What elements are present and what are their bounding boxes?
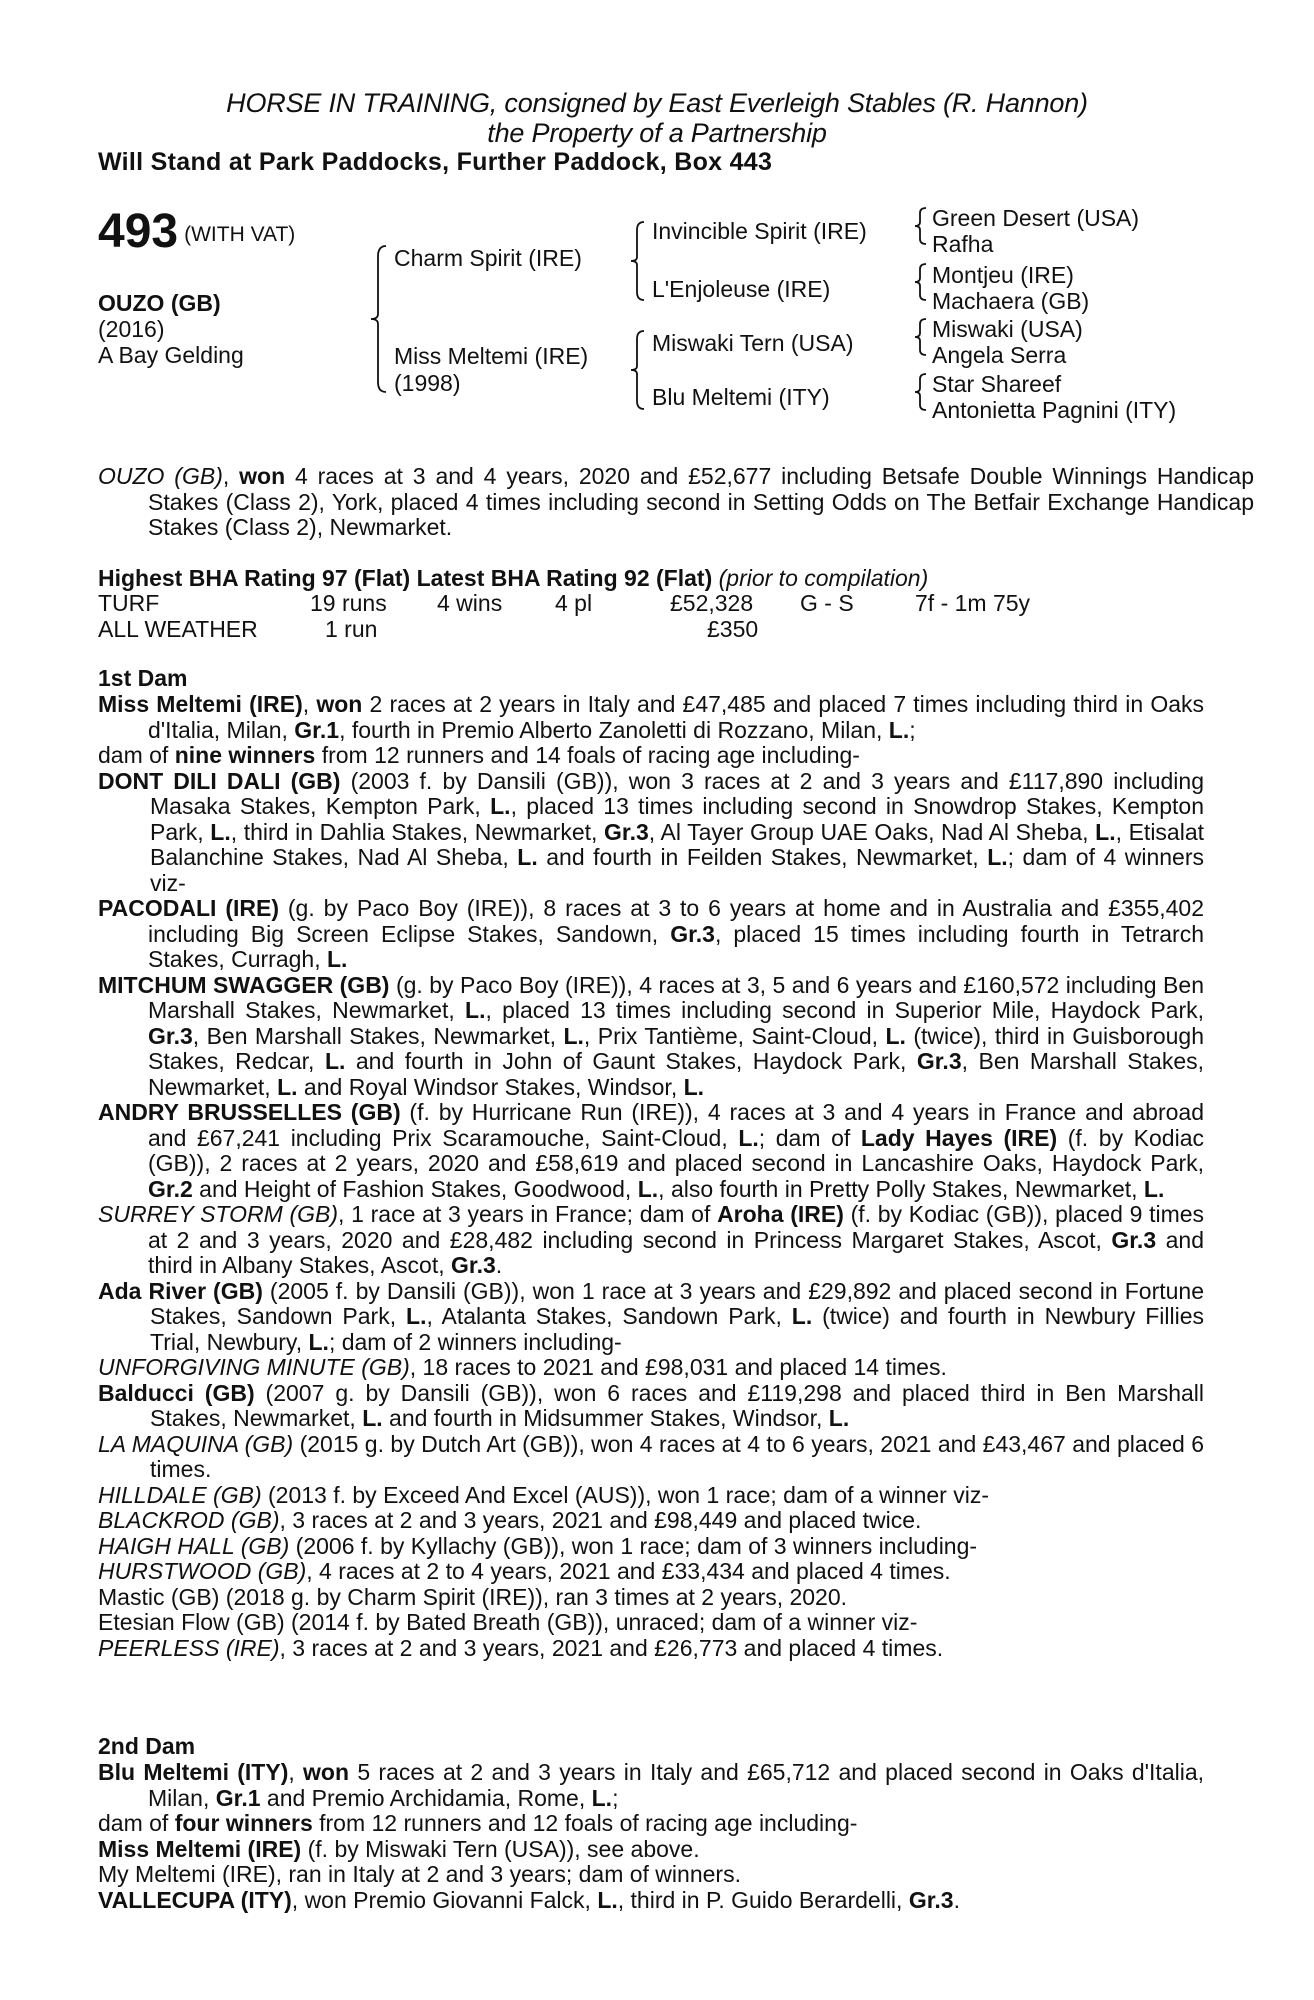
- first-dam-won: won: [316, 691, 363, 717]
- offspring-text: , won Premio Giovanni Falck,: [291, 1886, 598, 1913]
- turf-label: TURF: [98, 590, 160, 616]
- lot-number-value: 493: [98, 205, 179, 258]
- offspring-name: Ada River (GB): [98, 1277, 263, 1304]
- second-dam-text: 5 races at 2 and 3 years in Italy and £65,712 and placed second in Oaks d'Italia, Milan,: [148, 1759, 1205, 1811]
- offspring-text: , third in Dahlia Stakes, Newmarket,: [230, 818, 604, 845]
- produce-text: dam of: [98, 742, 175, 768]
- second-dam-section: [98, 1733, 1204, 1913]
- listed-label: L.: [683, 1073, 705, 1100]
- offspring-name: BLACKROD (GB): [98, 1507, 280, 1533]
- offspring-text: .: [953, 1886, 960, 1913]
- offspring-text: , placed 15 times including fourth in Tetrarch Stakes, Curragh,: [148, 920, 1205, 972]
- first-dam-produce: [98, 743, 1204, 769]
- offspring-text: , Ben Marshall Stakes, Newmarket,: [192, 1022, 564, 1049]
- listed-label: L.: [362, 1405, 383, 1431]
- listed-label: L.: [597, 1886, 618, 1913]
- second-dam-won: won: [303, 1759, 350, 1785]
- turf-going: G - S: [800, 590, 854, 616]
- stand-location: Will Stand at Park Paddocks, Further Paddock, Box 443: [98, 148, 773, 176]
- consignor-line: HORSE IN TRAINING, consigned by East Everleigh Stables (R. Hannon): [226, 88, 1088, 118]
- produce-text: from 12 runners and 12 foals of racing age including-: [312, 1810, 858, 1836]
- first-dam-name: Miss Meltemi (IRE): [98, 691, 303, 717]
- offspring-name: ANDRY BRUSSELLES (GB): [98, 1099, 401, 1125]
- offspring-text: (2015 g. by Dutch Art (GB)), won 4 races at 4 to 6 years, 2021 and £43,467 and placed 6 times.: [150, 1430, 1204, 1482]
- first-dam-text: 2 races at 2 years in Italy and £47,485 and placed 7 times including third in Oaks d'Italia, Milan,: [148, 691, 1204, 743]
- second-dam-text: and Premio Archidamia, Rome,: [260, 1784, 592, 1811]
- listed-label: L.: [517, 844, 538, 870]
- offspring-text: (2003 f. by Dansili (GB)), won 3 races at 2 and 3 years and £117,890 including Masaka Stakes, Kempton Park,: [150, 767, 1204, 819]
- second-dam-name: Blu Meltemi (ITY): [98, 1759, 289, 1785]
- offspring-miss-meltemi: [98, 1837, 1204, 1863]
- pedigree-dss: Miswaki (USA): [932, 316, 1083, 342]
- listed-label: L.: [738, 1124, 759, 1151]
- offspring-la-maquina: [98, 1432, 1204, 1483]
- turf-prize: £52,328: [670, 590, 754, 616]
- race-summary: OUZO (GB), won 4 races at 3 and 4 years, 2020 and £52,677 including Betsafe Double Winnings Handicap Stakes (Class 2), York, placed 4 times including second in Setting Odds on The Betfair Exchange Handicap Stakes (Class 2), Newmarket.: [98, 463, 1255, 540]
- turf-runs: 19 runs: [310, 590, 387, 616]
- offspring-unforgiving-minute: [98, 1355, 1204, 1381]
- second-dam-text: ;: [612, 1784, 619, 1811]
- produce-text: from 12 runners and 14 foals of racing age including-: [315, 742, 860, 768]
- offspring-name: VALLECUPA (ITY): [98, 1886, 292, 1913]
- offspring-balducci: [98, 1381, 1204, 1432]
- horse-name: OUZO (GB): [98, 290, 221, 316]
- offspring-name: HILLDALE (GB): [98, 1481, 262, 1508]
- offspring-name: SURREY STORM (GB): [98, 1201, 339, 1227]
- listed-label: L.: [987, 844, 1008, 870]
- offspring-text: .: [495, 1252, 503, 1278]
- first-dam-text: , fourth in Premio Alberto Zanoletti di Rozzano, Milan,: [339, 716, 889, 743]
- offspring-text: (f. by Kodiac (GB)), 2 races at 2 years, 2020 and £58,619 and placed second in Lancashire Oaks, Haydock Park,: [148, 1124, 1204, 1176]
- offspring-pacodali: [98, 896, 1204, 973]
- listed-label: L.: [888, 716, 910, 743]
- turf-distance: 7f - 1m 75y: [915, 590, 1031, 616]
- offspring-text: , Ben Marshall Stakes, Newmarket,: [148, 1048, 1204, 1100]
- pedigree-dam-year: (1998): [394, 370, 461, 396]
- produce-text: dam of: [98, 1810, 175, 1836]
- listed-label: L.: [885, 1022, 906, 1049]
- offspring-text: (2005 f. by Dansili (GB)), won 1 race at 3 years and £29,892 and placed second in Fortune Stakes, Sandown Park,: [150, 1277, 1204, 1329]
- listed-label: L.: [828, 1405, 850, 1431]
- offspring-name: PEERLESS (IRE): [98, 1634, 280, 1661]
- offspring-mitchum-swagger: [98, 973, 1204, 1101]
- offspring-name: PACODALI (IRE): [98, 895, 279, 921]
- vat-note: (WITH VAT): [184, 223, 296, 246]
- pedigree-brace-sire-dam: [368, 244, 388, 394]
- listed-label: L.: [563, 1022, 584, 1049]
- offspring-vallecupa: [98, 1888, 1204, 1914]
- offspring-peerless: [98, 1636, 1204, 1662]
- rating-note: (prior to compilation): [718, 565, 929, 591]
- offspring-text: , Prix Tantième, Saint-Cloud,: [583, 1022, 886, 1049]
- grade-label: Gr.3: [916, 1048, 962, 1074]
- pedigree-dam: Miss Meltemi (IRE): [394, 343, 589, 369]
- offspring-ada-river: [98, 1279, 1204, 1356]
- offspring-name: LA MAQUINA (GB): [98, 1430, 294, 1457]
- pedigree-dam-sire: Miswaki Tern (USA): [652, 330, 854, 356]
- grade-label: Gr.1: [294, 716, 340, 743]
- offspring-name: UNFORGIVING MINUTE (GB): [98, 1354, 410, 1380]
- offspring-name: Balducci (GB): [98, 1379, 255, 1406]
- listed-label: L.: [465, 997, 486, 1023]
- offspring-surrey-storm: [98, 1202, 1204, 1279]
- offspring-text: ; dam of 4 winners viz-: [150, 844, 1205, 896]
- offspring-text: , Atalanta Stakes, Sandown Park,: [426, 1303, 792, 1329]
- pedigree-brace-ss: [912, 206, 928, 246]
- listed-label: L.: [1095, 818, 1116, 845]
- offspring-hilldale: [98, 1483, 1204, 1509]
- rating-headline: Highest BHA Rating 97 (Flat) Latest BHA Rating 92 (Flat): [98, 565, 713, 591]
- offspring-name: Aroha (IRE): [717, 1201, 844, 1227]
- summary-text: 4 races at 3 and 4 years, 2020 and £52,677 including Betsafe Double Winnings Handicap Stakes (Class 2), York, placed 4 times including second in Setting Odds on The Betfair Exchange Handicap Stakes (Class 2), Newmarket.: [148, 463, 1255, 540]
- offspring-text: (2013 f. by Exceed And Excel (AUS)), won 1 race; dam of a winner viz-: [261, 1481, 989, 1508]
- pedigree-brace-dd: [912, 372, 928, 412]
- listed-label: L.: [490, 793, 511, 819]
- offspring-haigh-hall: [98, 1534, 1204, 1560]
- aw-label: ALL WEATHER: [98, 616, 258, 642]
- listed-label: L.: [637, 1175, 659, 1202]
- first-dam-section: [98, 665, 1204, 1661]
- offspring-text: (f. by Miswaki Tern (USA)), see above.: [301, 1835, 700, 1862]
- offspring-dont-dili-dali: [98, 769, 1204, 897]
- pedigree-ssd: Rafha: [932, 231, 994, 257]
- pedigree-brace-sire: [628, 220, 646, 302]
- offspring-text: (f. by Hurricane Run (IRE)), 4 races at 3 and 4 years in France and abroad and £67,241 including Prix Scaramouche, Saint-Cloud,: [148, 1099, 1204, 1151]
- listed-label: L.: [591, 1784, 613, 1811]
- offspring-text: , Al Tayer Group UAE Oaks, Nad Al Sheba,: [648, 818, 1096, 845]
- offspring-text: ; dam of: [758, 1124, 861, 1151]
- offspring-mastic: Mastic (GB) (2018 g. by Charm Spirit (IRE)), ran 3 times at 2 years, 2020.: [98, 1583, 848, 1610]
- listed-label: L.: [324, 1048, 346, 1074]
- summary-horse-name: OUZO (GB): [98, 463, 223, 489]
- pedigree-sdd: Machaera (GB): [932, 288, 1090, 314]
- listed-label: L.: [277, 1073, 298, 1100]
- grade-label: Gr.3: [451, 1252, 496, 1278]
- grade-label: Gr.3: [1111, 1226, 1157, 1253]
- second-dam-intro: Blu Meltemi (ITY), won 5 races at 2 and 3 years in Italy and £65,712 and placed second in Oaks d'Italia, Milan, Gr.1 and Premio Archidamia, Rome, L.;: [98, 1759, 1205, 1811]
- offspring-text: and fourth in Feilden Stakes, Newmarket,: [537, 844, 988, 870]
- offspring-my-meltemi: My Meltemi (IRE), ran in Italy at 2 and 3 years; dam of winners.: [98, 1861, 741, 1887]
- turf-wins: 4 wins: [437, 590, 503, 616]
- offspring-text: and fourth in John of Gaunt Stakes, Haydock Park,: [345, 1048, 917, 1074]
- offspring-name: MITCHUM SWAGGER (GB): [98, 971, 390, 998]
- listed-label: L.: [406, 1303, 427, 1329]
- offspring-text: , 3 races at 2 and 3 years, 2021 and £26,773 and placed 4 times.: [279, 1634, 944, 1661]
- pedigree-sss: Green Desert (USA): [932, 205, 1140, 231]
- listed-label: L.: [326, 946, 348, 972]
- grade-label: Gr.3: [604, 818, 649, 845]
- offspring-name: Lady Hayes (IRE): [860, 1124, 1058, 1151]
- grade-label: Gr.3: [148, 1022, 193, 1049]
- offspring-text: , placed 13 times including second in Superior Mile, Haydock Park,: [485, 997, 1204, 1023]
- offspring-text: , Etisalat Balanchine Stakes, Nad Al Sheba,: [150, 818, 1205, 870]
- aw-runs: 1 run: [325, 616, 378, 642]
- produce-count: four winners: [174, 1810, 313, 1836]
- listed-label: L.: [308, 1328, 329, 1355]
- grade-label: Gr.3: [908, 1886, 954, 1913]
- listed-label: L.: [210, 818, 231, 845]
- grade-label: Gr.2: [148, 1175, 193, 1202]
- offspring-text: (f. by Kodiac (GB)), placed 9 times at 2 and 3 years, 2020 and £28,482 including second in Princess Margaret Stakes, Ascot,: [148, 1201, 1205, 1253]
- offspring-hurstwood: [98, 1559, 1204, 1585]
- offspring-name: HURSTWOOD (GB): [98, 1558, 307, 1584]
- offspring-text: (twice), third in Guisborough Stakes, Redcar,: [148, 1022, 1205, 1074]
- offspring-text: and third in Albany Stakes, Ascot,: [148, 1226, 1204, 1278]
- pedigree-dsd: Angela Serra: [932, 342, 1067, 368]
- turf-placed: 4 pl: [555, 590, 593, 616]
- pedigree-dam-dam: Blu Meltemi (ITY): [652, 384, 830, 410]
- first-dam-text: ;: [909, 716, 916, 743]
- offspring-text: and Height of Fashion Stakes, Goodwood,: [192, 1175, 638, 1202]
- offspring-name: HAIGH HALL (GB): [98, 1532, 290, 1559]
- lot-number: [98, 207, 295, 260]
- pedigree-sds: Montjeu (IRE): [932, 262, 1074, 288]
- pedigree-brace-ds: [912, 317, 928, 357]
- first-dam-heading: 1st Dam: [98, 665, 188, 691]
- pedigree-brace-sd: [912, 262, 928, 302]
- offspring-text: and Royal Windsor Stakes, Windsor,: [297, 1073, 684, 1100]
- offspring-text: (2007 g. by Dansili (GB)), won 6 races and £119,298 and placed third in Ben Marshall Stakes, Newmarket,: [150, 1379, 1204, 1431]
- aw-prize: £350: [707, 616, 759, 642]
- offspring-text: (twice) and fourth in Newbury Fillies Trial, Newbury,: [150, 1303, 1205, 1355]
- pedigree-brace-dam: [628, 329, 646, 411]
- offspring-text: , placed 13 times including second in Snowdrop Stakes, Kempton Park,: [150, 793, 1204, 845]
- offspring-text: and fourth in Midsummer Stakes, Windsor,: [382, 1405, 829, 1431]
- offspring-text: , 3 races at 2 and 3 years, 2021 and £98,449 and placed twice.: [279, 1507, 922, 1533]
- pedigree-sire: Charm Spirit (IRE): [394, 245, 582, 271]
- pedigree-ddd: Antonietta Pagnini (ITY): [932, 397, 1177, 423]
- first-dam-intro: Miss Meltemi (IRE), won 2 races at 2 years in Italy and £47,485 and placed 7 times including third in Oaks d'Italia, Milan, Gr.1, fourth in Premio Alberto Zanoletti di Rozzano, Milan, L.;: [98, 691, 1204, 743]
- offspring-text: (g. by Paco Boy (IRE)), 8 races at 3 to 6 years at home and in Australia and £355,402 including Big Screen Eclipse Stakes, Sandown,: [148, 895, 1205, 947]
- offspring-text: (2006 f. by Kyllachy (GB)), won 1 race; dam of 3 winners including-: [289, 1532, 978, 1559]
- offspring-text: , 1 race at 3 years in France; dam of: [338, 1201, 718, 1227]
- offspring-text: (g. by Paco Boy (IRE)), 4 races at 3, 5 and 6 years and £160,572 including Ben Marshall Stakes, Newmarket,: [148, 971, 1204, 1023]
- grade-label: Gr.1: [215, 1784, 261, 1811]
- grade-label: Gr.3: [670, 920, 715, 947]
- produce-count: nine winners: [174, 742, 316, 768]
- horse-year: (2016): [98, 316, 165, 342]
- offspring-name: Miss Meltemi (IRE): [98, 1835, 302, 1862]
- offspring-text: , also fourth in Pretty Polly Stakes, Newmarket,: [658, 1175, 1144, 1202]
- pedigree-sire-dam: L'Enjoleuse (IRE): [652, 276, 831, 302]
- offspring-text: , third in P. Guido Berardelli,: [617, 1886, 909, 1913]
- rating-headline-row: [98, 565, 928, 591]
- pedigree-sire-sire: Invincible Spirit (IRE): [652, 218, 867, 244]
- listed-label: L.: [1143, 1175, 1165, 1202]
- offspring-andry-brusselles: [98, 1100, 1204, 1202]
- offspring-blackrod: [98, 1508, 1204, 1534]
- second-dam-heading: 2nd Dam: [98, 1733, 196, 1759]
- offspring-etesian-flow: Etesian Flow (GB) (2014 f. by Bated Breath (GB)), unraced; dam of a winner viz-: [98, 1609, 918, 1635]
- ownership-line: the Property of a Partnership: [487, 118, 827, 148]
- horse-description: A Bay Gelding: [98, 342, 244, 368]
- offspring-text: , 4 races at 2 to 4 years, 2021 and £33,434 and placed 4 times.: [306, 1558, 951, 1584]
- offspring-text: ; dam of 2 winners including-: [328, 1328, 622, 1355]
- second-dam-produce: [98, 1811, 1204, 1837]
- summary-won: won: [239, 463, 286, 489]
- listed-label: L.: [791, 1303, 813, 1329]
- pedigree-dds: Star Shareef: [932, 371, 1062, 397]
- offspring-text: , 18 races to 2021 and £98,031 and placed 14 times.: [409, 1354, 947, 1380]
- offspring-name: DONT DILI DALI (GB): [98, 767, 341, 794]
